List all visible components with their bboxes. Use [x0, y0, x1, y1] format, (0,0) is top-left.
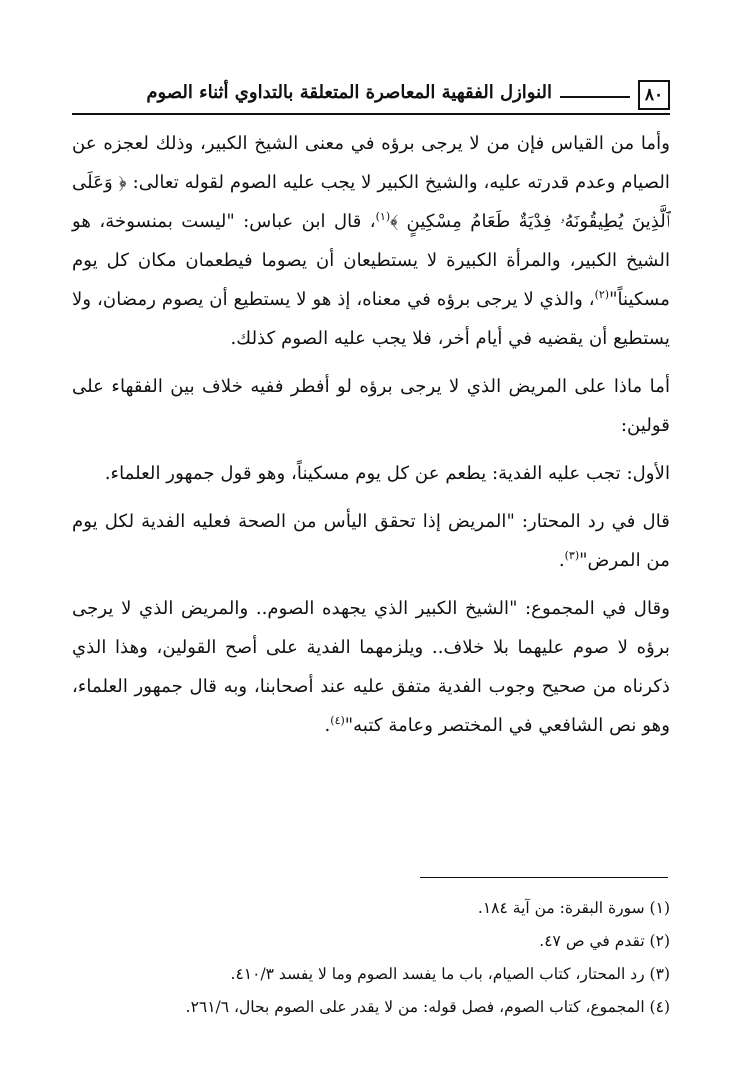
footnote-ref-4: (٤)	[330, 713, 345, 727]
footnote-1: (١) سورة البقرة: من آية ١٨٤.	[477, 899, 670, 917]
footnote-separator	[420, 877, 668, 878]
paragraph-5-text-b: .	[324, 715, 331, 736]
page-number: ٨٠	[638, 80, 670, 110]
footnote-4: (٤) المجموع، كتاب الصوم، فصل قوله: من لا يقدر على الصوم بحال، ٢٦١/٦.	[185, 998, 670, 1016]
footnotes	[72, 892, 670, 1024]
footnote-ref-3: (٣)	[564, 548, 580, 562]
paragraph-1	[72, 124, 670, 358]
footnote-ref-2: (٢)	[594, 287, 610, 301]
page-header	[72, 80, 670, 114]
paragraph-1-text-c: ، والذي لا يرجى برؤه في معناه، إذ هو لا يستطيع أن يصوم رمضان، ولا يستطيع أن يقضيه في أيام أخر، فلا يجب عليه الصوم كذلك.	[72, 289, 670, 349]
paragraph-1-text-a: وأما من القياس فإن من لا يرجى برؤه في معنى الشيخ الكبير، وذلك لعجزه عن الصيام وعدم قدرته عليه، والشيخ الكبير لا يجب عليه الصوم لقوله تعالى:	[72, 133, 670, 193]
paragraph-1-text-b: ، قال ابن عباس: "ليست بمنسوخة، هو الشيخ الكبير، والمرأة الكبيرة لا يستطيعان أن يصوما فيطعمان مكان كل يوم مسكيناً"	[72, 211, 670, 310]
footnote-3: (٣) رد المحتار، كتاب الصيام، باب ما يفسد الصوم وما لا يفسد ٤١٠/٣.	[230, 965, 670, 983]
running-title: النوازل الفقهية المعاصرة المتعلقة بالتداوي أثناء الصوم	[146, 82, 552, 103]
paragraph-3: الأول: تجب عليه الفدية: يطعم عن كل يوم مسكيناً، وهو قول جمهور العلماء.	[104, 463, 670, 484]
paragraph-4-text-b: .	[558, 550, 565, 571]
paragraph-2: أما ماذا على المريض الذي لا يرجى برؤه لو أفطر ففيه خلاف بين الفقهاء على قولين:	[72, 376, 670, 436]
header-underline	[72, 113, 670, 115]
footnote-2: (٢) تقدم في ص ٤٧.	[539, 932, 670, 950]
quran-verse: ﴿ وَعَلَى ٱلَّذِينَ يُطِيقُونَهُۥ فِدْيَةٌ طَعَامُ مِسْكِينٍ ﴾	[72, 172, 670, 232]
paragraph-5-text-a: وقال في المجموع: "الشيخ الكبير الذي يجهده الصوم.. والمريض الذي لا يرجى برؤه لا صوم عليهما بلا خلاف.. ويلزمهما الفدية على أصح القولين، وهذا الذي ذكرناه من صحيح وجوب الفدية متفق عليه عند أصحابنا، وبه قال جمهور العلماء، وهو نص الشافعي في المختصر وعامة كتبه"	[72, 598, 670, 736]
paragraph-4	[72, 502, 670, 580]
paragraph-5	[72, 589, 670, 745]
main-text	[72, 124, 670, 745]
header-rule	[560, 96, 630, 98]
paragraph-4-text-a: قال في رد المحتار: "المريض إذا تحقق اليأس من الصحة فعليه الفدية لكل يوم من المرض"	[72, 511, 670, 571]
footnote-ref-1: (١)	[375, 209, 391, 223]
